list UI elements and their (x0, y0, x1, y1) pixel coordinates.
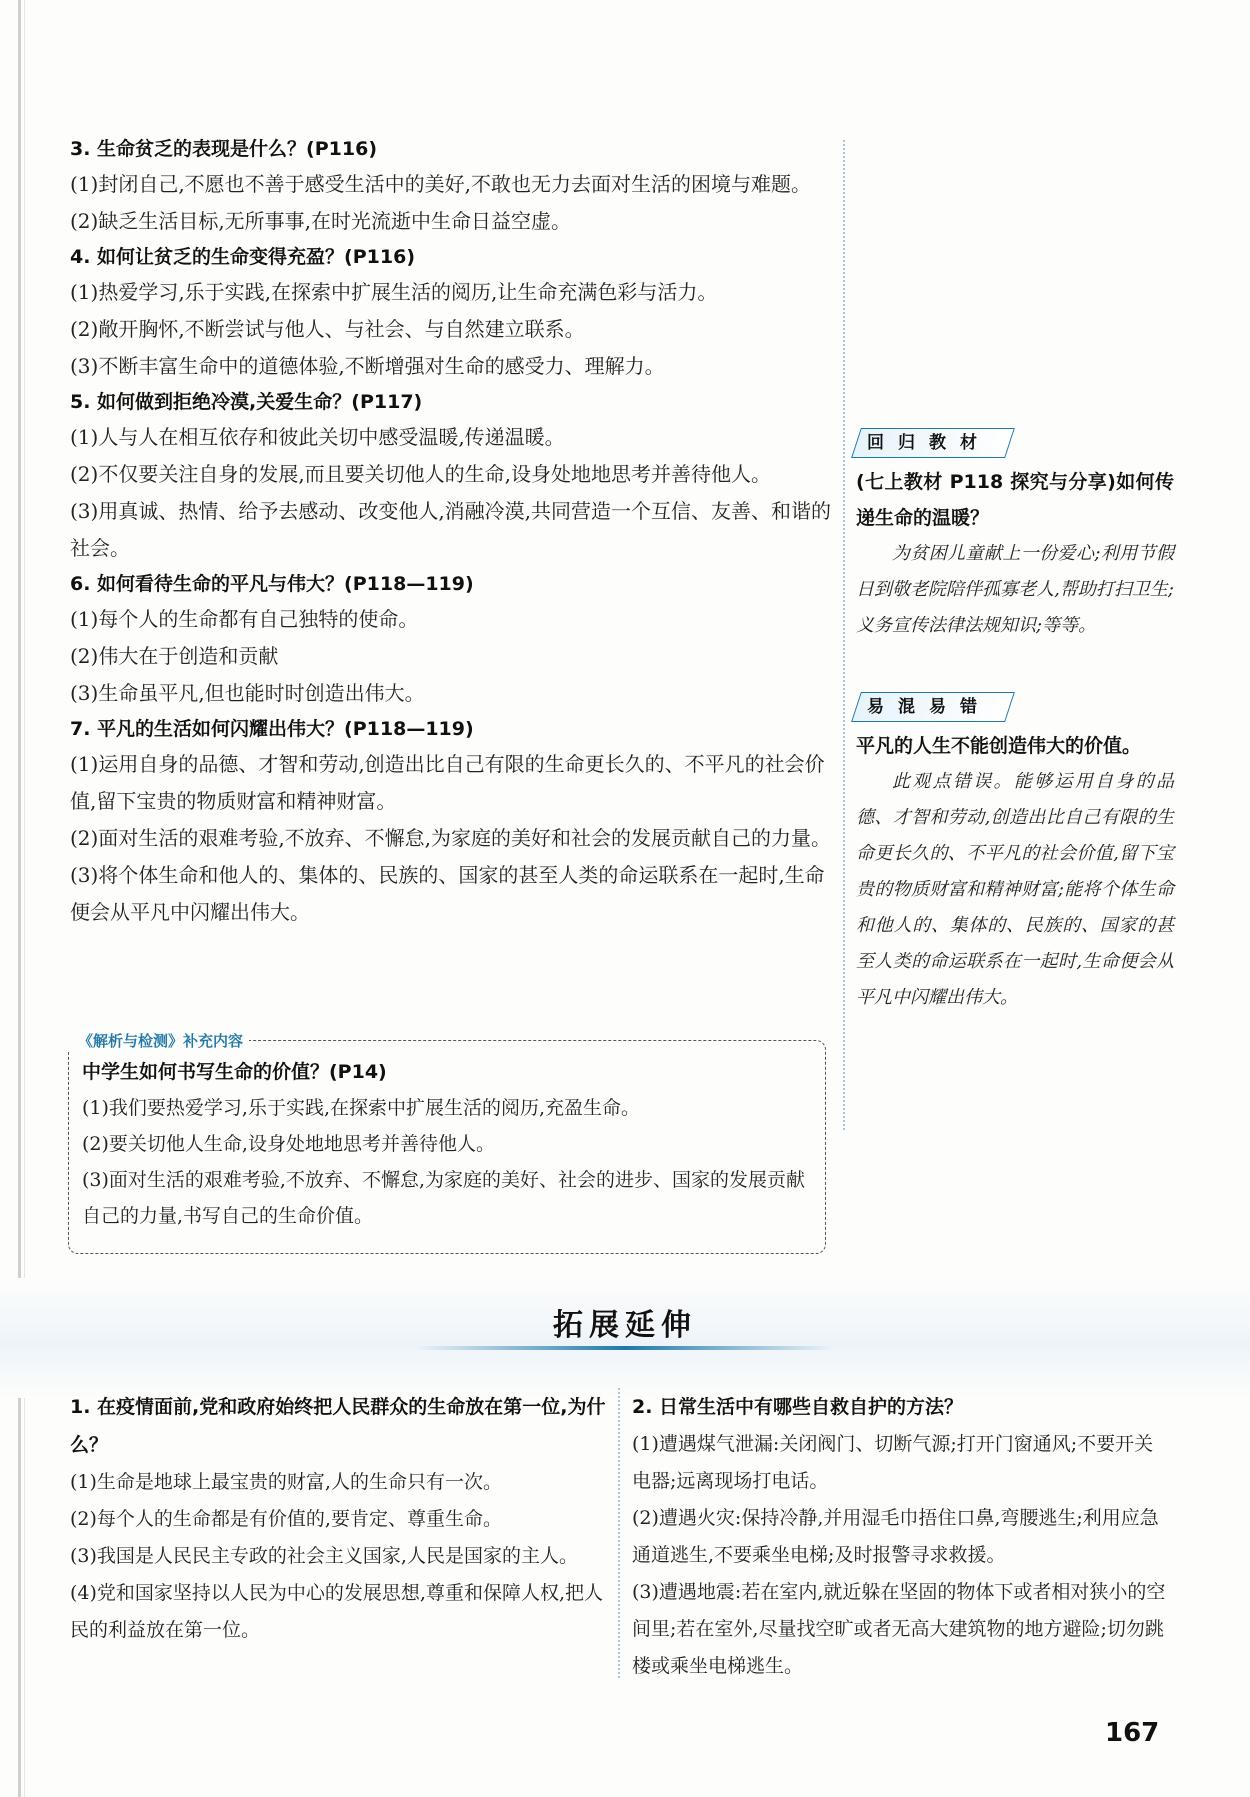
supplement-answer-1: (1)我们要热爱学习,乐于实践,在探索中扩展生活的阅历,充盈生命。 (82, 1097, 641, 1119)
extension-answer-2-2: (2)遭遇火灾:保持冷静,并用湿毛巾捂住口鼻,弯腰逃生;利用应急通道逃生,不要乘坐电梯;及时报警寻求救援。 (632, 1507, 1159, 1566)
extension-question-2: 2. 日常生活中有哪些自救自护的方法？ (632, 1396, 964, 1418)
supplement-answer-2: (2)要关切他人生命,设身处地地思考并善待他人。 (82, 1133, 495, 1155)
main-column (70, 132, 832, 931)
answer-3-2: (2)缺乏生活目标,无所事事,在时光流逝中生命日益空虚。 (70, 209, 572, 233)
supplement-answer-3: (3)面对生活的艰难考验,不放弃、不懈怠,为家庭的美好、社会的进步、国家的发展贡献自己的力量,书写自己的生命价值。 (82, 1169, 805, 1227)
question-4: 4. 如何让贫乏的生命变得充盈？(P116) (70, 246, 416, 268)
supplement-content (82, 1054, 812, 1234)
question-6: 6. 如何看待生命的平凡与伟大？(P118—119) (70, 573, 474, 595)
answer-4-1: (1)热爱学习,乐于实践,在探索中扩展生活的阅历,让生命充满色彩与活力。 (70, 280, 718, 304)
supplement-question: 中学生如何书写生命的价值？(P14) (82, 1061, 387, 1083)
question-5: 5. 如何做到拒绝冷漠,关爱生命？(P117) (70, 391, 423, 413)
section-title-underline (415, 1346, 835, 1350)
answer-5-3: (3)用真诚、热情、给予去感动、改变他人,消融冷漠,共同营造一个互信、友善、和谐的社会。 (70, 499, 832, 560)
answer-6-3: (3)生命虽平凡,但也能时时创造出伟大。 (70, 681, 425, 705)
answer-7-1: (1)运用自身的品德、才智和劳动,创造出比自己有限的生命更长久的、不平凡的社会价值,留下宝贵的物质财富和精神财富。 (70, 752, 825, 813)
answer-7-2: (2)面对生活的艰难考验,不放弃、不懈怠,为家庭的美好和社会的发展贡献自己的力量。 (70, 826, 832, 850)
question-3: 3. 生命贫乏的表现是什么？(P116) (70, 138, 378, 160)
sidebar-answer-2: 此观点错误。能够运用自身的品德、才智和劳动,创造出比自己有限的生命更长久的、不平凡的社会价值,留下宝贵的物质财富和精神财富;能将个体生命和他人的、集体的、民族的、国家的甚至人类的命运联系在一起时,生命便会从平凡中闪耀出伟大。 (856, 771, 1174, 1008)
extension-answer-1-1: (1)生命是地球上最宝贵的财富,人的生命只有一次。 (70, 1471, 502, 1493)
page-number: 167 (1105, 1718, 1160, 1748)
extension-right-column (632, 1388, 1172, 1685)
sidebar-textbook-review (856, 428, 1174, 644)
extension-question-1: 1. 在疫情面前,党和政府始终把人民群众的生命放在第一位,为什么？ (70, 1396, 606, 1456)
answer-6-2: (2)伟大在于创造和贡献 (70, 644, 279, 668)
sidebar-common-mistakes (856, 692, 1174, 1016)
column-divider (843, 140, 845, 1130)
page-binding-edge-inner (24, 0, 25, 1797)
answer-5-1: (1)人与人在相互依存和彼此关切中感受温暖,传递温暖。 (70, 425, 565, 449)
extension-answer-1-2: (2)每个人的生命都是有价值的,要肯定、尊重生命。 (70, 1508, 502, 1530)
tag-textbook-review: 回归教材 (851, 428, 1015, 458)
section-title: 拓展延伸 (553, 1308, 697, 1343)
extension-answer-1-4: (4)党和国家坚持以人民为中心的发展思想,尊重和保障人权,把人民的利益放在第一位。 (70, 1582, 603, 1641)
extension-left-column (70, 1388, 610, 1649)
page-binding-edge (18, 0, 21, 1797)
question-7: 7. 平凡的生活如何闪耀出伟大？(P118—119) (70, 718, 474, 740)
answer-6-1: (1)每个人的生命都有自己独特的使命。 (70, 607, 419, 631)
sidebar-answer-1: 为贫困儿童献上一份爱心;利用节假日到敬老院陪伴孤寡老人,帮助打扫卫生;义务宣传法律法规知识;等等。 (856, 543, 1174, 636)
extension-answer-1-3: (3)我国是人民民主专政的社会主义国家,人民是国家的主人。 (70, 1545, 578, 1567)
answer-4-2: (2)敞开胸怀,不断尝试与他人、与社会、与自然建立联系。 (70, 317, 585, 341)
answer-3-1: (1)封闭自己,不愿也不善于感受生活中的美好,不敢也无力去面对生活的困境与难题。 (70, 172, 812, 196)
extension-answer-2-1: (1)遭遇煤气泄漏:关闭阀门、切断气源;打开门窗通风;不要开关电器;远离现场打电话。 (632, 1433, 1154, 1492)
answer-7-3: (3)将个体生命和他人的、集体的、民族的、国家的甚至人类的命运联系在一起时,生命便会从平凡中闪耀出伟大。 (70, 863, 825, 924)
extension-divider (618, 1388, 620, 1678)
answer-5-2: (2)不仅要关注自身的发展,而且要关切他人的生命,设身处地地思考并善待他人。 (70, 462, 772, 486)
sidebar-question-1: (七上教材 P118 探究与分享)如何传递生命的温暖？ (856, 471, 1174, 529)
supplement-title: 《解析与检测》补充内容 (68, 1030, 249, 1052)
answer-4-3: (3)不断丰富生命中的道德体验,不断增强对生命的感受力、理解力。 (70, 354, 665, 378)
sidebar-question-2: 平凡的人生不能创造伟大的价值。 (856, 735, 1142, 757)
tag-common-mistakes: 易混易错 (851, 692, 1015, 722)
extension-answer-2-3: (3)遭遇地震:若在室内,就近躲在坚固的物体下或者相对狭小的空间里;若在室外,尽量找空旷或者无高大建筑物的地方避险;切勿跳楼或乘坐电梯逃生。 (632, 1581, 1166, 1677)
